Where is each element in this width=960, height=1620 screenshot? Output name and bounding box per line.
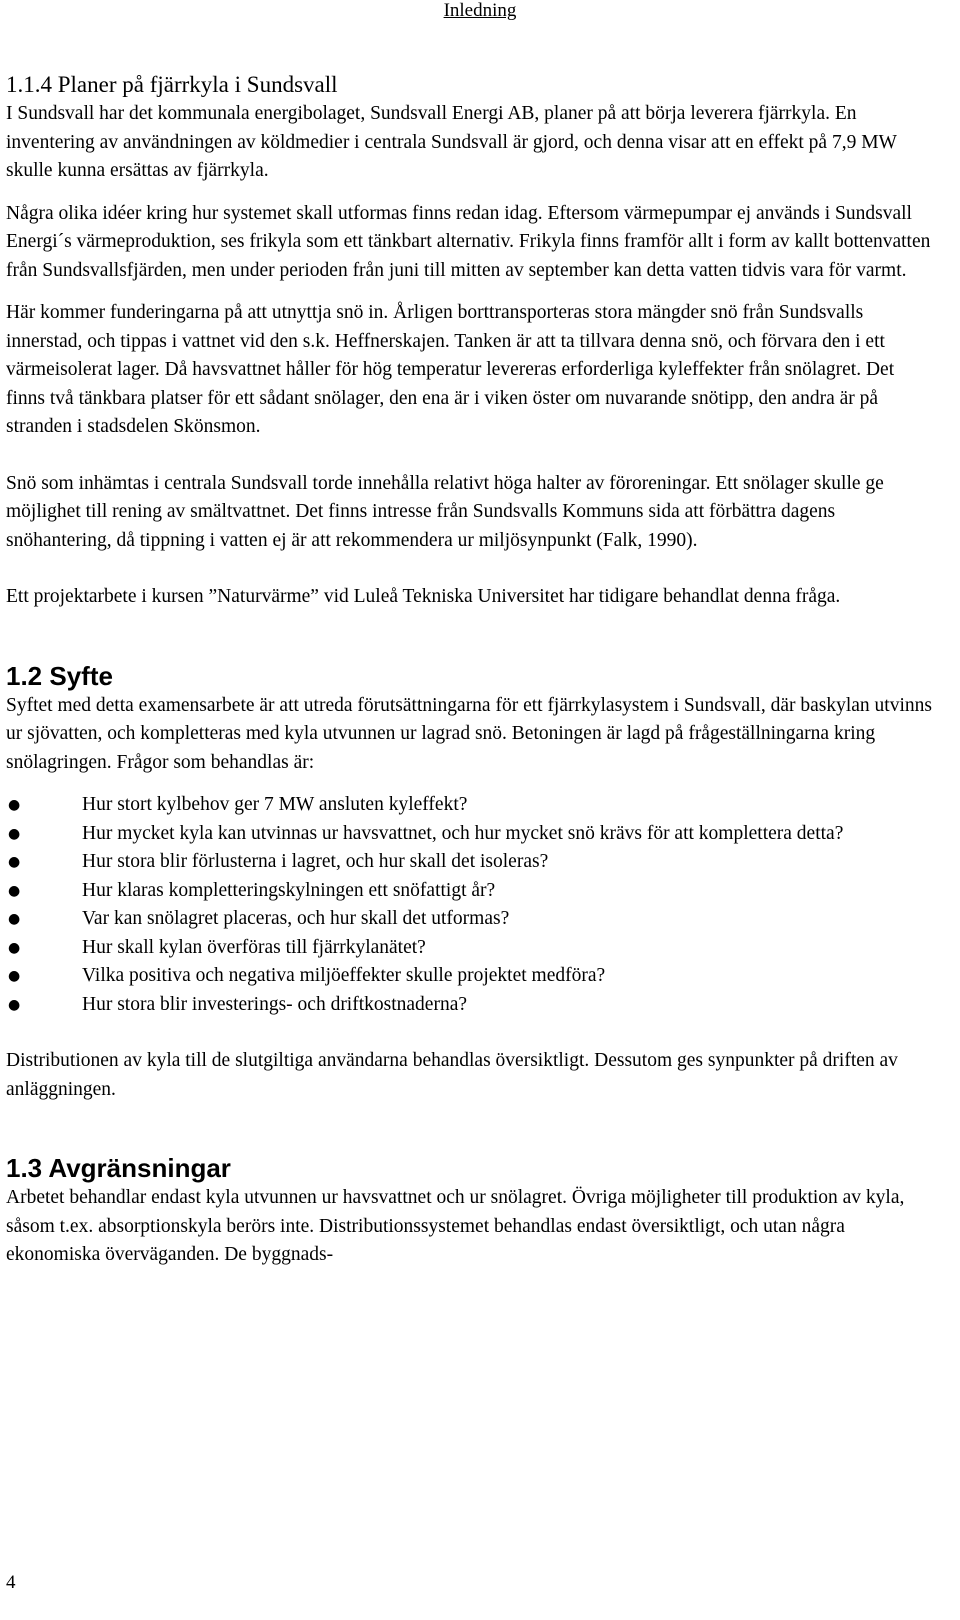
- page-content: [6, 70, 936, 1270]
- paragraph-fjarrkyla-intro: I Sundsvall har det kommunala energibolaget, Sundsvall Energi AB, planer på att börja leverera fjärrkyla. En inventering av användningen av köldmedier i centrala Sundsvall är gjord, och denna visar att en effekt på 7,9 MW skulle kunna ersättas av fjärrkyla.: [6, 103, 897, 181]
- paragraph-sno: Här kommer funderingarna på att utnyttja snö in. Årligen borttransporteras stora mängder snö från Sundsvalls innerstad, och tippas i vattnet vid den s.k. Heffnerskajen. Tanken är att ta tillvara denna snö, och förvara den i ett värmeisolerat lager. Då havsvattnet håller för hög temperatur levereras erforderliga kyleffekter från snölagret. Det finns två tänkbara platser för ett sådant snölager, den ena är i viken öster om nuvarande snötipp, den andra är på stranden i stadsdelen Skönsmon.: [6, 302, 895, 437]
- paragraph-avgransningar: Arbetet behandlar endast kyla utvunnen ur havsvattnet och ur snölagret. Övriga möjligheter till produktion av kyla, såsom t.ex. absorptionskyla berörs inte. Distributionssystemet behandlas endast översiktligt, och utan några ekonomiska överväganden. De byggnads-: [6, 1187, 905, 1265]
- heading-1-3-avgransningar: 1.3 Avgränsningar: [6, 1153, 231, 1183]
- list-item: [6, 820, 936, 849]
- page-number: 4: [6, 1572, 16, 1593]
- running-header: Inledning: [443, 0, 517, 21]
- list-item-text: Hur klaras kompletteringskylningen ett snöfattigt år?: [82, 879, 496, 901]
- list-item-text: Hur stora blir förlusterna i lagret, och hur skall det isoleras?: [82, 851, 549, 872]
- bullet-icon: ●: [8, 882, 21, 899]
- paragraph-syfte: Syftet med detta examensarbete är att utreda förutsättningarna för ett fjärrkylasystem i Sundsvall, där baskylan utvinns ur sjövatten, och kompletteras med kyla utvunnen ur lagrad snö. Betoningen är lagd på frågeställningarna kring snölagringen. Frågor som behandlas är:: [6, 694, 932, 773]
- bullet-icon: ●: [8, 939, 21, 956]
- paragraph-ideer: Några olika idéer kring hur systemet skall utformas finns redan idag. Eftersom värmepumpar ej används i Sundsvall Energi´s värmeproduktion, ses frikyla som ett tänkbart alternativ. Frikyla finns framför allt i form av kallt bottenvatten från Sundsvallsfjärden, men under perioden från juni till mitten av september kan detta vatten tidvis vara för varmt.: [6, 202, 931, 281]
- list-item: [6, 934, 936, 963]
- list-item-text: Hur stora blir investerings- och driftkostnaderna?: [82, 993, 468, 1015]
- list-item-text: Hur stort kylbehov ger 7 MW ansluten kyleffekt?: [82, 794, 468, 815]
- list-item-text: Hur skall kylan överföras till fjärrkylanätet?: [82, 936, 426, 958]
- paragraph-fororeningar: Snö som inhämtas i centrala Sundsvall torde innehålla relativt höga halter av föroreningar. Ett snölager skulle ge möjlighet till rening av smältvattnet. Det finns intresse från Sundsvalls Kommuns sida att förbättra dagens snöhantering, då tippning i vatten ej är att rekommendera ur miljösynpunkt (Falk, 1990).: [6, 472, 884, 551]
- list-item: [6, 791, 936, 820]
- bullet-icon: ●: [8, 968, 21, 984]
- bullet-icon: ●: [8, 797, 21, 813]
- list-item-text: Vilka positiva och negativa miljöeffekter skulle projektet medföra?: [82, 965, 606, 986]
- list-item: [6, 905, 936, 934]
- list-item: [6, 962, 936, 991]
- heading-1-1-4: 1.1.4 Planer på fjärrkyla i Sundsvall: [6, 72, 338, 97]
- heading-1-2-syfte: 1.2 Syfte: [6, 660, 113, 691]
- list-item: [6, 877, 936, 906]
- list-item-text: Var kan snölagret placeras, och hur skall det utformas?: [82, 908, 510, 929]
- bullet-icon: ●: [8, 854, 21, 870]
- paragraph-distribution: Distributionen av kyla till de slutgiltiga användarna behandlas översiktligt. Dessutom ges synpunkter på driften av anläggningen.: [6, 1050, 898, 1100]
- list-item: [6, 848, 936, 877]
- list-item: [6, 991, 936, 1020]
- bullet-icon: ●: [8, 911, 21, 927]
- bullet-icon: ●: [8, 825, 21, 842]
- bullet-icon: ●: [8, 996, 21, 1013]
- question-list: [6, 791, 936, 1019]
- paragraph-projektarbete: Ett projektarbete i kursen ”Naturvärme” vid Luleå Tekniska Universitet har tidigare behandlat denna fråga.: [6, 586, 841, 607]
- list-item-text: Hur mycket kyla kan utvinnas ur havsvattnet, och hur mycket snö krävs för att komplettera detta?: [82, 822, 844, 844]
